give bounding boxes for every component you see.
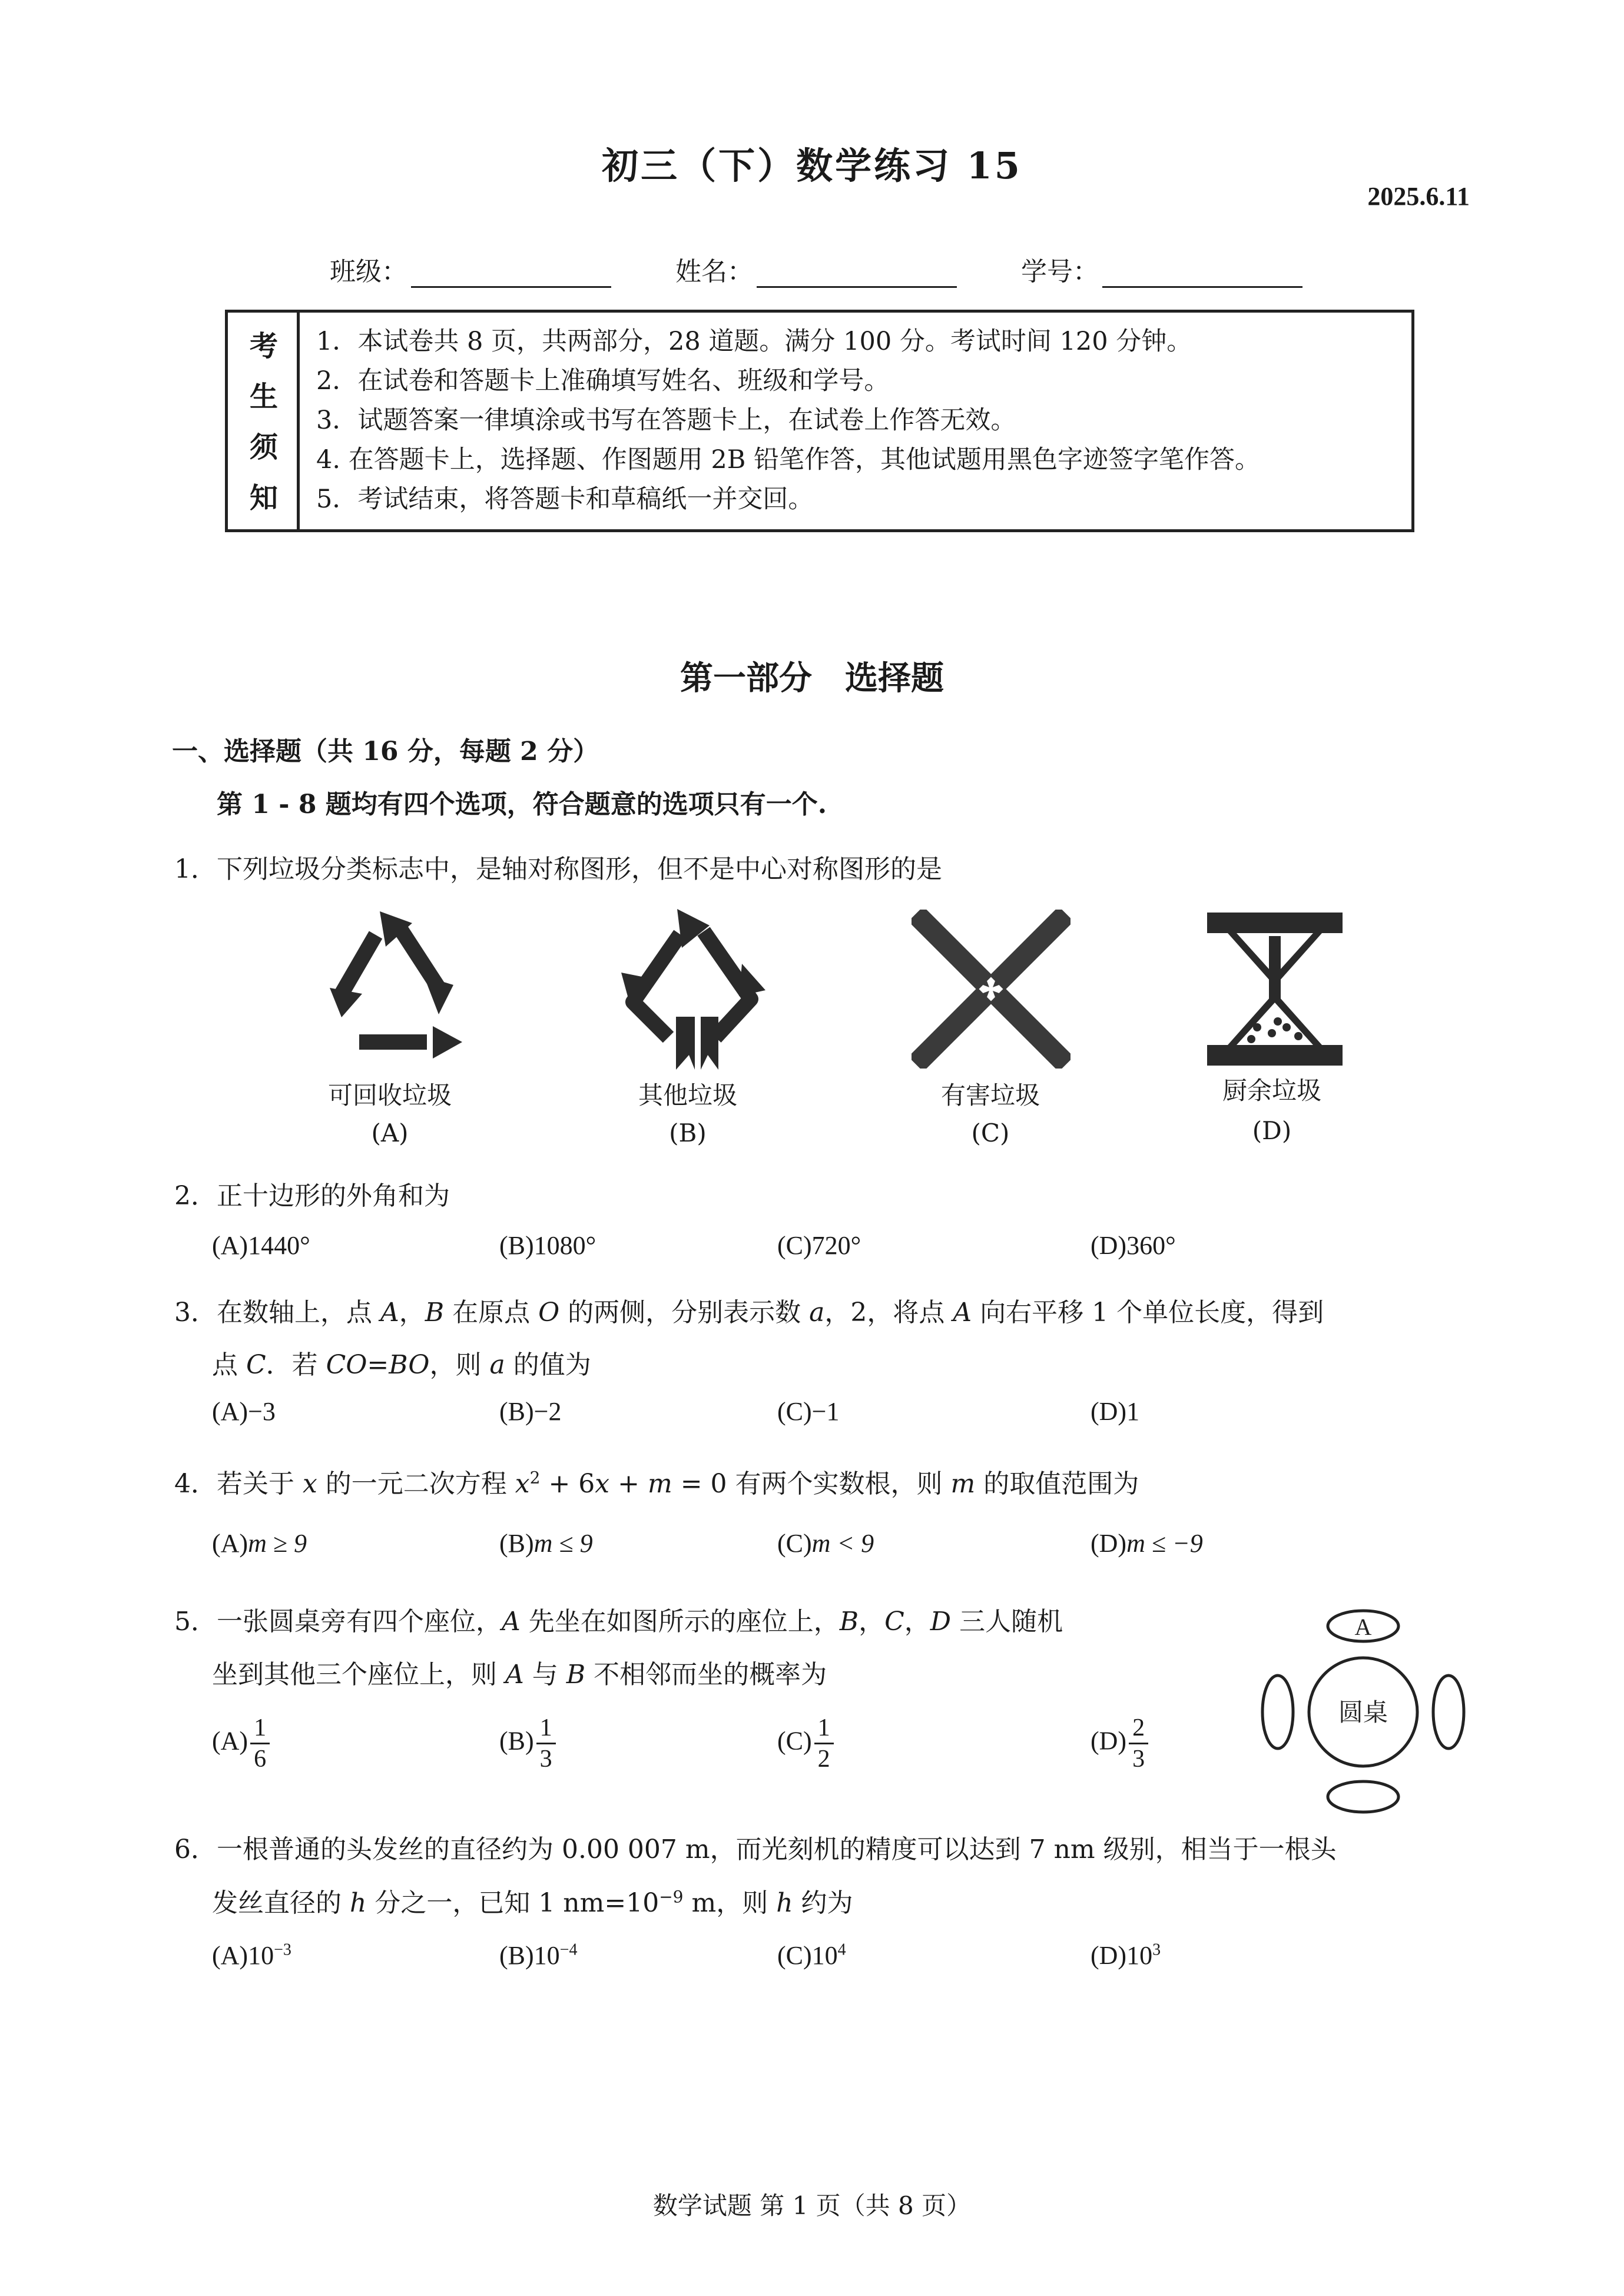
section-instruction: 第 1 - 8 题均有四个选项，符合题意的选项只有一个. (217, 789, 827, 819)
var: C (884, 1607, 904, 1637)
q2-option-b: (B)1080° (499, 1231, 596, 1260)
letter: (A) (212, 1726, 248, 1756)
student-info-row (330, 250, 1302, 288)
text: = 0 (672, 1469, 727, 1499)
text: 发丝直径的 (212, 1888, 350, 1918)
question-4-text (174, 1462, 1139, 1500)
q6-option-d (1091, 1940, 1161, 1970)
text: ， (859, 1607, 885, 1637)
fraction (536, 1713, 556, 1774)
exponent: −3 (274, 1940, 291, 1959)
notice-head-char: 知 (249, 482, 278, 515)
var: A (505, 1660, 524, 1690)
text: 向右平移 1 个单位长度，得到 (972, 1298, 1324, 1328)
text: ，2，将点 (824, 1298, 953, 1328)
value: m ≤ −9 (1126, 1529, 1203, 1558)
numerator: 2 (1129, 1713, 1148, 1744)
q4-option-c (777, 1528, 874, 1558)
numerator: 1 (250, 1713, 270, 1744)
text: 与 (523, 1660, 566, 1690)
var: h (776, 1888, 793, 1918)
text: 分之一，已知 1 nm=10 (366, 1888, 659, 1918)
q3-option-c: (C)−1 (777, 1397, 840, 1426)
exponent: 3 (1152, 1940, 1161, 1959)
value: m < 9 (811, 1529, 874, 1558)
question-3-line-1 (174, 1291, 1324, 1329)
notice-item: 1．本试卷共 8 页，共两部分，28 道题。满分 100 分。考试时间 120 分钟。 (316, 327, 1192, 356)
other-waste-arrows-icon (606, 902, 777, 1073)
denominator: 2 (817, 1746, 830, 1773)
var: B (566, 1660, 586, 1690)
var: a (489, 1350, 505, 1380)
q6-option-c (777, 1940, 846, 1970)
q6-option-b (499, 1940, 577, 1970)
q3-option-b: (B)−2 (499, 1397, 562, 1426)
q4-option-b (499, 1528, 593, 1558)
question-3-line-2 (212, 1343, 591, 1381)
denominator: 3 (1132, 1746, 1145, 1773)
var: x (515, 1469, 530, 1499)
text: 4．若关于 (174, 1469, 303, 1499)
var: B (839, 1607, 859, 1637)
var: m (647, 1469, 672, 1499)
base: 10 (248, 1941, 274, 1970)
letter: (D) (1091, 1941, 1127, 1970)
q6-option-a (212, 1940, 291, 1970)
var: x (302, 1469, 317, 1499)
hazardous-x-icon (912, 910, 1070, 1069)
recycle-arrows-icon (306, 905, 477, 1064)
q2-option-c: (C)720° (777, 1231, 861, 1260)
q4-option-d (1091, 1528, 1203, 1558)
fraction (814, 1713, 834, 1774)
section-heading: 一、选择题（共 16 分，每题 2 分） (172, 736, 599, 767)
q2-option-a: (A)1440° (212, 1231, 310, 1260)
option-a-letter: (A) (371, 1119, 409, 1147)
base: 10 (533, 1941, 560, 1970)
notice-head-char: 考 (249, 330, 278, 363)
var: A (380, 1298, 399, 1328)
notice-item: 3．试题答案一律填涂或书写在答题卡上，在试卷上作答无效。 (316, 406, 1016, 435)
letter: (B) (499, 1529, 534, 1558)
exam-date: 2025.6.11 (1367, 182, 1470, 211)
name-label: 姓名： (675, 257, 753, 287)
question-5-line-1 (174, 1600, 1063, 1638)
q4-option-a (212, 1528, 307, 1558)
option-b-letter: (B) (669, 1119, 707, 1147)
text: ， (904, 1607, 930, 1637)
notice-head (228, 313, 300, 529)
page-title: 初三（下）数学练习 15 (602, 144, 1022, 187)
round-table-figure (1254, 1601, 1472, 1819)
class-label: 班级： (330, 257, 407, 287)
var: CO=BO (326, 1350, 430, 1380)
q2-option-d: (D)360° (1091, 1231, 1176, 1260)
var: h (350, 1888, 367, 1918)
notice-box (225, 310, 1414, 532)
text: 有两个实数根，则 (727, 1469, 951, 1499)
page-footer: 数学试题 第 1 页（共 8 页） (652, 2191, 972, 2220)
value: m ≥ 9 (248, 1529, 307, 1558)
option-d-label: 厨余垃圾 (1222, 1076, 1321, 1105)
var: C (246, 1350, 266, 1380)
text: ．若 (266, 1350, 326, 1380)
var: A (502, 1607, 521, 1637)
question-5-line-2 (212, 1653, 827, 1691)
text: 的两侧，分别表示数 (559, 1298, 810, 1328)
value: m ≤ 9 (533, 1529, 593, 1558)
q5-option-b (499, 1713, 556, 1774)
class-blank[interactable] (411, 263, 611, 288)
letter: (A) (212, 1529, 248, 1558)
part-title: 第一部分 选择题 (680, 659, 944, 698)
option-c-label: 有害垃圾 (940, 1081, 1040, 1110)
fraction (250, 1713, 270, 1774)
table-label: 圆桌 (1338, 1698, 1388, 1727)
q3-option-d: (D)1 (1091, 1397, 1140, 1426)
var: D (930, 1607, 952, 1637)
numerator: 1 (536, 1713, 556, 1744)
var: O (538, 1298, 560, 1328)
text: ， (399, 1298, 425, 1328)
notice-head-char: 须 (249, 431, 278, 464)
option-c-letter: (C) (971, 1119, 1010, 1147)
name-blank[interactable] (757, 263, 957, 288)
text: 3．在数轴上，点 (174, 1298, 380, 1328)
question-6-line-1: 6．一根普通的头发丝的直径约为 0.00 007 m，而光刻机的精度可以达到 7 nm 级别，相当于一根头 (174, 1834, 1337, 1864)
text: 三人随机 (951, 1607, 1063, 1637)
text: 在原点 (444, 1298, 539, 1328)
student-id-blank[interactable] (1102, 263, 1302, 288)
fraction (1129, 1713, 1148, 1774)
letter: (C) (777, 1726, 812, 1756)
text: 5．一张圆桌旁有四个座位， (174, 1607, 502, 1637)
denominator: 6 (254, 1746, 267, 1773)
exponent: −9 (659, 1887, 684, 1907)
student-id-label: 学号： (1021, 257, 1099, 287)
option-b-label: 其他垃圾 (638, 1081, 737, 1110)
seat-a-label: A (1354, 1614, 1372, 1640)
q5-option-d (1091, 1713, 1148, 1774)
notice-item: 2．在试卷和答题卡上准确填写姓名、班级和学号。 (316, 366, 890, 396)
exponent: −4 (559, 1940, 578, 1959)
q5-option-a (212, 1713, 270, 1774)
letter: (C) (777, 1941, 812, 1970)
var: a (809, 1298, 825, 1328)
text: ，则 (429, 1350, 490, 1380)
var: x (595, 1469, 610, 1499)
letter: (A) (212, 1941, 248, 1970)
var: A (953, 1298, 972, 1328)
text: 的取值范围为 (975, 1469, 1139, 1499)
notice-item: 4. 在答题卡上，选择题、作图题用 2B 铅笔作答，其他试题用黑色字迹签字笔作答。 (316, 445, 1260, 475)
option-d-letter: (D) (1252, 1116, 1292, 1145)
text: + (609, 1469, 648, 1499)
text: 的一元二次方程 (317, 1469, 515, 1499)
question-2-text: 2．正十边形的外角和为 (174, 1181, 450, 1211)
letter: (D) (1091, 1726, 1127, 1756)
letter: (B) (499, 1941, 534, 1970)
notice-item: 5．考试结束，将答题卡和草稿纸一并交回。 (316, 485, 814, 514)
text: 约为 (793, 1888, 853, 1918)
text: 不相邻而坐的概率为 (585, 1660, 827, 1690)
text: m，则 (683, 1888, 777, 1918)
notice-items (316, 322, 1260, 519)
exponent: 2 (529, 1468, 541, 1488)
kitchen-hourglass-icon (1204, 910, 1345, 1069)
letter: (B) (499, 1726, 534, 1756)
text: + 6 (540, 1469, 595, 1499)
text: 先坐在如图所示的座位上， (520, 1607, 840, 1637)
q3-option-a: (A)−3 (212, 1397, 276, 1426)
base: 10 (811, 1941, 838, 1970)
exponent: 4 (837, 1940, 846, 1959)
letter: (C) (777, 1529, 812, 1558)
question-1-text: 1．下列垃圾分类标志中，是轴对称图形，但不是中心对称图形的是 (174, 854, 942, 884)
text: 点 (212, 1350, 246, 1380)
notice-head-char: 生 (249, 380, 278, 413)
var: m (950, 1469, 976, 1499)
text: 的值为 (505, 1350, 591, 1380)
q5-option-c (777, 1713, 834, 1774)
var: B (425, 1298, 445, 1328)
numerator: 1 (814, 1713, 834, 1744)
base: 10 (1126, 1941, 1153, 1970)
denominator: 3 (539, 1746, 552, 1773)
letter: (D) (1091, 1529, 1127, 1558)
text: 坐到其他三个座位上，则 (212, 1660, 505, 1690)
question-6-line-2 (212, 1882, 853, 1919)
option-a-label: 可回收垃圾 (327, 1081, 452, 1110)
